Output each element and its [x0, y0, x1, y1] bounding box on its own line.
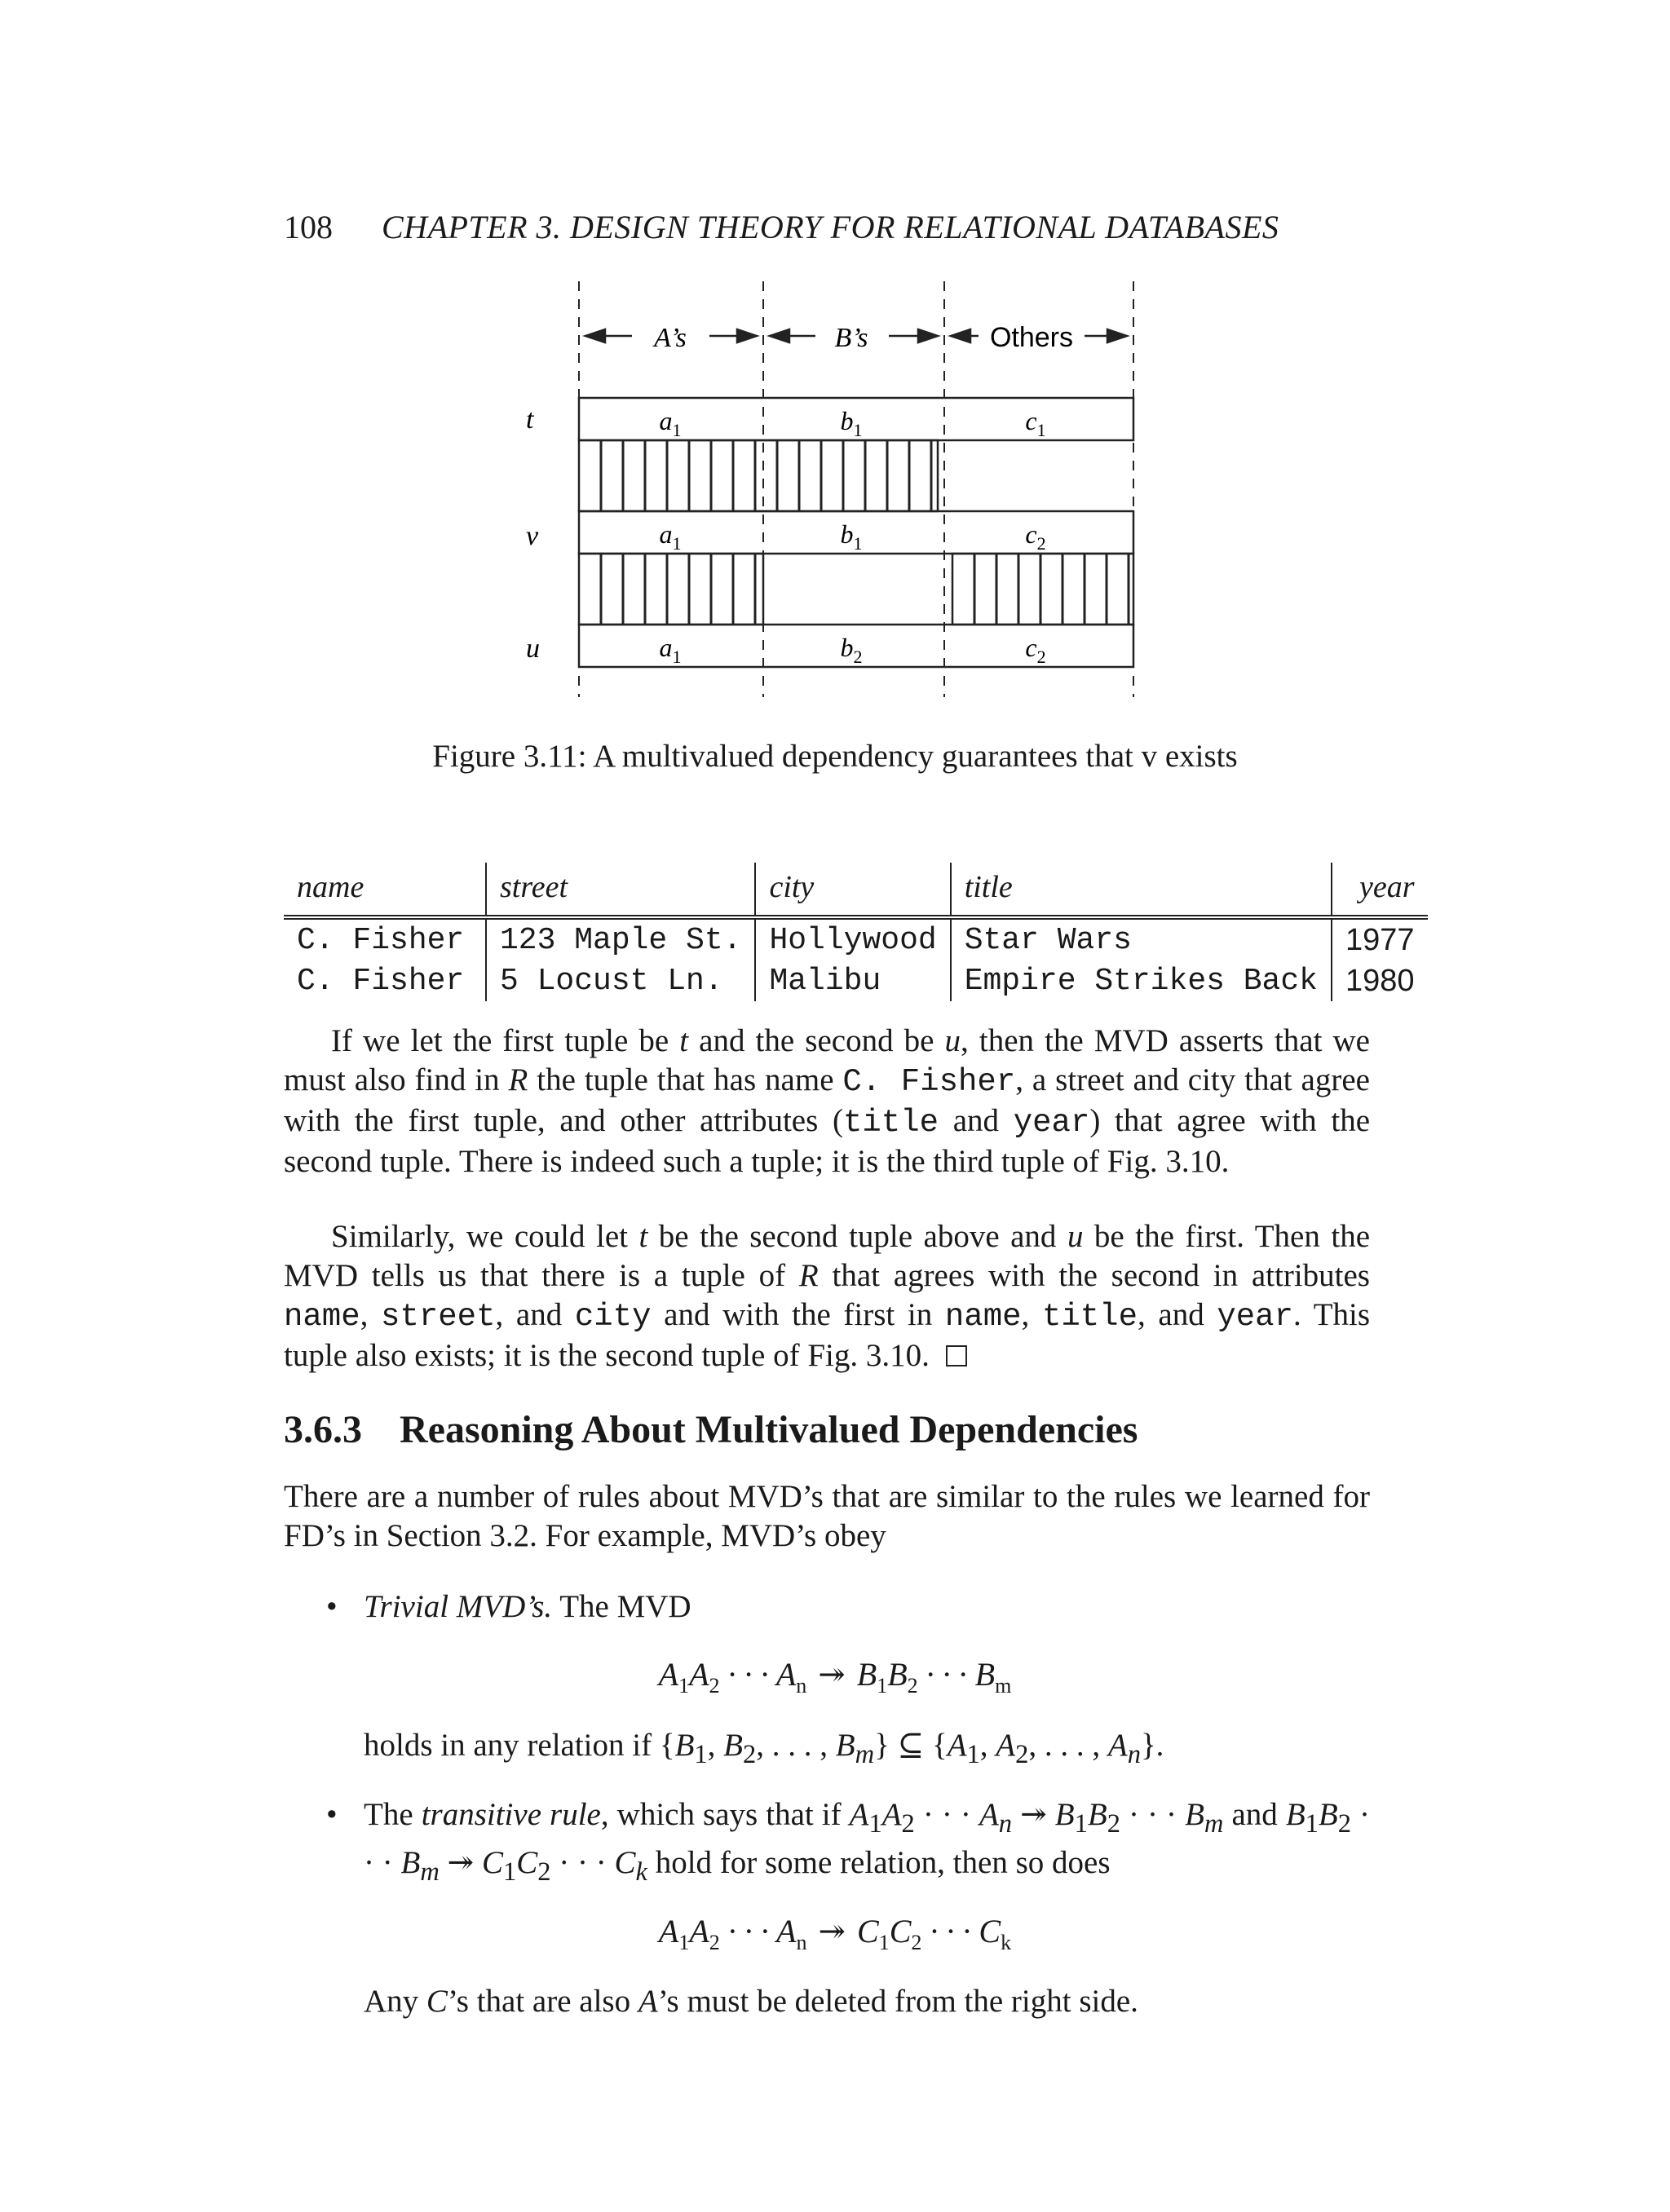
table-cell: C. Fisher [284, 917, 486, 960]
cell-u-b: $b_2$ [840, 633, 863, 667]
section-title: Reasoning About Multivalued Dependencies [400, 1408, 1138, 1451]
bullet-icon: • [326, 1797, 338, 1832]
table-row [284, 917, 1428, 960]
bullet-trivial: • Trivial MVD’s. The MVD [326, 1587, 1370, 1627]
col-name: name [284, 863, 486, 917]
cell-v-a: $a_1$ [659, 519, 682, 554]
row-label-v: v [526, 521, 539, 551]
row-label-u: u [526, 634, 540, 664]
cell-t-c: $c_1$ [1025, 406, 1046, 440]
mvd-figure [0, 0, 1670, 734]
col-title: title [951, 863, 1332, 917]
cell-v-b: $b_1$ [840, 519, 863, 554]
table-cell: Malibu [755, 960, 950, 1001]
table-row [284, 960, 1428, 1001]
table-header-row [284, 863, 1428, 917]
closing-sentence: Any C’s that are also A’s must be deleted from the right side. [364, 1984, 1138, 2019]
table-cell: Hollywood [755, 917, 950, 960]
col-city: city [755, 863, 950, 917]
cell-t-b: $b_1$ [840, 406, 863, 440]
table-cell: 1980 [1345, 963, 1415, 998]
col-street: street [486, 863, 755, 917]
row-label-t: t [526, 404, 534, 435]
cell-v-c: $c_2$ [1025, 519, 1046, 554]
paragraph-3: There are a number of rules about MVD’s that are similar to the rules we learned for FD’s in Section 3.2. For example, MVD’s obey [284, 1479, 1370, 1553]
equation-trivial: $A_1A_2$ · · · $A_n$ ↠ $B_1B_2$ · · · $B_m$ [658, 1656, 1012, 1698]
hatch-t-to-v [579, 440, 938, 511]
table-cell: Star Wars [951, 917, 1332, 960]
chapter-title: CHAPTER 3. DESIGN THEORY FOR RELATIONAL DATABASES [382, 209, 1279, 245]
table-cell: Empire Strikes Back [951, 960, 1332, 1001]
group-label-b: B’s [834, 323, 868, 353]
hatch-v-to-u-left [579, 554, 763, 625]
cell-u-c: $c_2$ [1025, 633, 1046, 667]
end-of-example-icon [946, 1345, 967, 1366]
table-cell: 1977 [1345, 922, 1415, 957]
table-cell: C. Fisher [284, 960, 486, 1001]
equation-transitive: $A_1A_2$ · · · $A_n$ ↠ $C_1C_2$ · · · $C_k$ [658, 1913, 1012, 1954]
cell-u-a: $a_1$ [659, 633, 682, 667]
page-number: 108 [284, 209, 333, 245]
bullet-transitive: • The transitive rule, which says that if $A_1A_2$ · · · $A_n$ ↠ $B_1B_2$ · · · $B_m$ and $B_1B_2$ · · · $B_m$ ↠ $C_1C_2$ · · · $C_k$ hold for some relation, then so does [326, 1797, 1371, 1887]
cell-t-a: $a_1$ [659, 406, 682, 440]
paragraph-2: Similarly, we could let t be the second tuple above and u be the first. Then the MVD tells us that there is a tuple of R that agrees with the second in attributes name, street, and city and with the first in name, title, and year. This tuple also exists; it is the second tuple of Fig. 3.10. [284, 1219, 1371, 1373]
section-heading [284, 1407, 1138, 1452]
table-cell: 5 Locust Ln. [486, 960, 755, 1001]
bullet-icon: • [326, 1589, 338, 1624]
group-label-a: A’s [654, 323, 687, 353]
trivial-condition: holds in any relation if {$B_1$, $B_2$, . . . , $B_m$} ⊆ {$A_1$, $A_2$, . . . , $A_n$}. [364, 1728, 1164, 1769]
table-cell: 123 Maple St. [486, 917, 755, 960]
figure-caption: Figure 3.11: A multivalued dependency guarantees that v exists [432, 739, 1238, 774]
group-label-others: Others [989, 322, 1074, 353]
paragraph-1: If we let the first tuple be t and the second be u, then the MVD asserts that we must also find in R the tuple that has name C. Fisher, a street and city that agree with the first tuple, and other attributes (title and year) that agree with the second tuple. There is indeed such a tuple; it is the third tuple of Fig. 3.10. [284, 1023, 1371, 1179]
section-number: 3.6.3 [284, 1408, 362, 1451]
col-year: year [1359, 870, 1415, 904]
movie-star-table [284, 863, 1428, 1001]
